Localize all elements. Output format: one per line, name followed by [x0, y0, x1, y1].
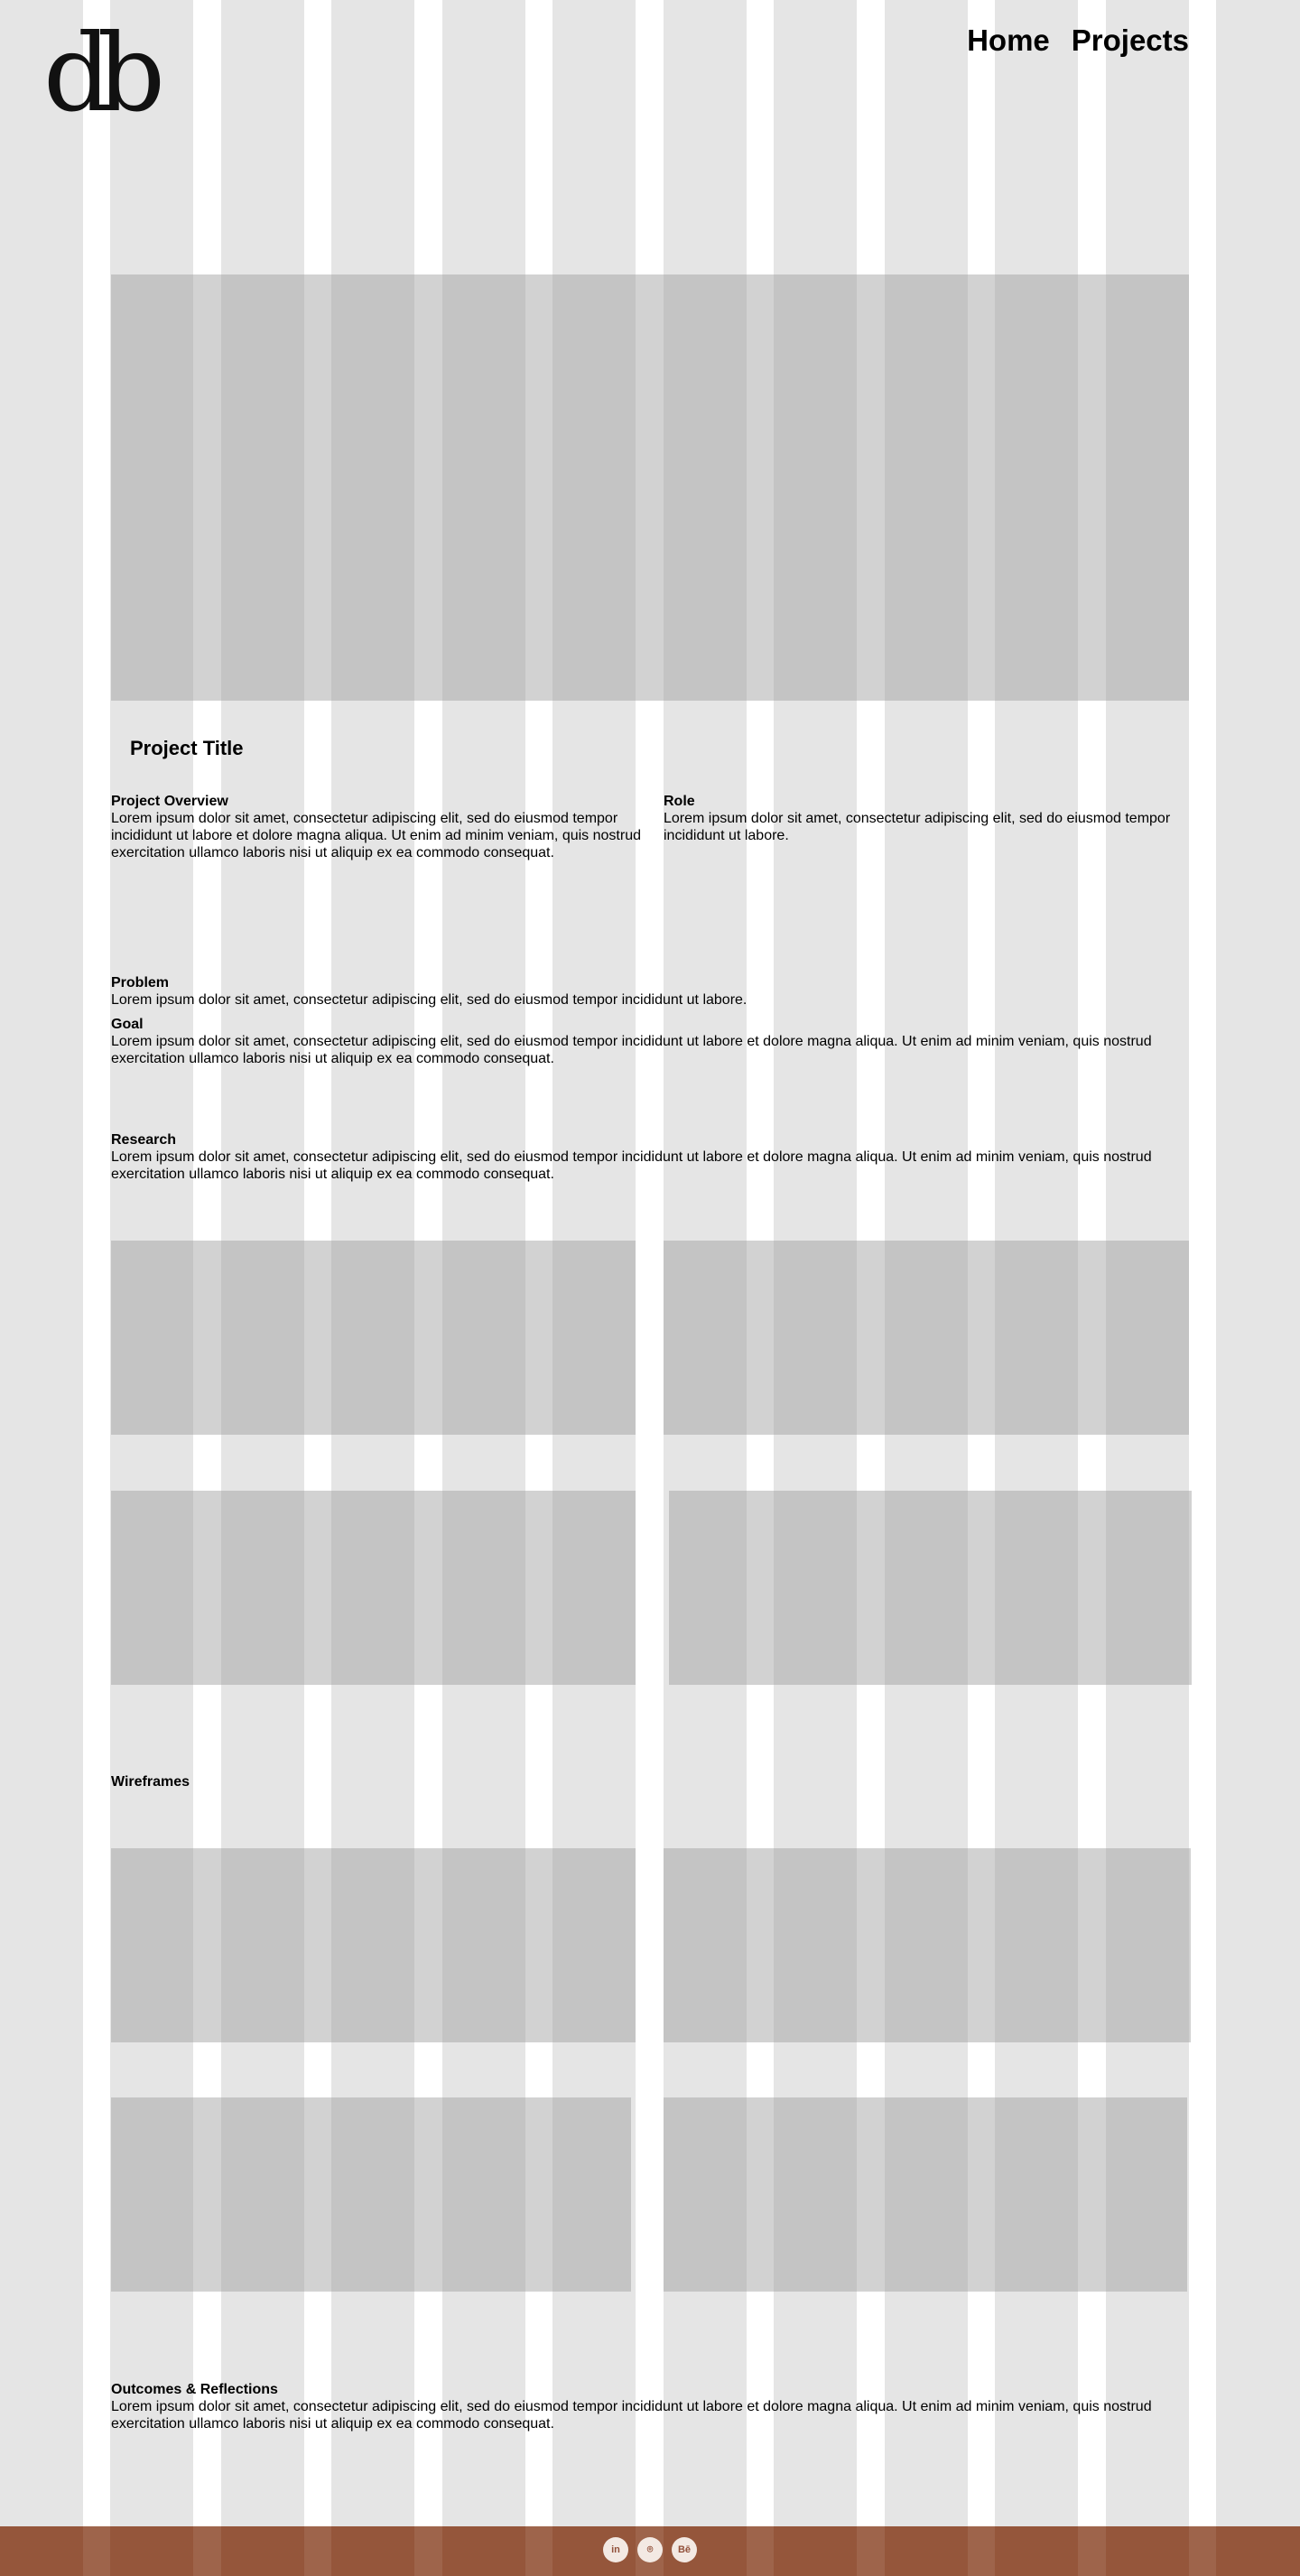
nav-projects-link[interactable]: Projects	[1071, 23, 1189, 57]
problem-body: Lorem ipsum dolor sit amet, consectetur adipiscing elit, sed do eiusmod tempor incididunt ut labore.	[111, 992, 748, 1008]
overview-body: Lorem ipsum dolor sit amet, consectetur adipiscing elit, sed do eiusmod tempor incididunt ut labore et dolore magna aliqua. Ut enim ad minim veniam, quis nostrud exercitation ullamco laboris nisi ut aliquip ex ea commodo consequat.	[111, 811, 641, 860]
linkedin-icon[interactable]: in	[603, 2537, 628, 2562]
wireframe-image-4	[664, 2097, 1187, 2292]
social-links	[0, 2537, 1300, 2562]
wireframes-heading: Wireframes	[111, 1774, 190, 1790]
project-title: Project Title	[130, 737, 244, 759]
goal-body: Lorem ipsum dolor sit amet, consectetur adipiscing elit, sed do eiusmod tempor incididunt ut labore et dolore magna aliqua. Ut enim ad minim veniam, quis nostrud exercitation ullamco laboris nisi ut aliquip ex ea commodo consequat.	[111, 1034, 1152, 1066]
overview-section	[111, 793, 644, 861]
role-heading: Role	[664, 794, 695, 809]
outcomes-body: Lorem ipsum dolor sit amet, consectetur adipiscing elit, sed do eiusmod tempor incididunt ut labore et dolore magna aliqua. Ut enim ad minim veniam, quis nostrud exercitation ullamco laboris nisi ut aliquip ex ea commodo consequat.	[111, 2399, 1152, 2432]
site-footer	[0, 2526, 1300, 2576]
research-image-3	[111, 1491, 636, 1685]
behance-icon[interactable]: Bē	[672, 2537, 697, 2562]
wireframes-section	[111, 1773, 472, 1790]
logo[interactable]: db	[43, 11, 152, 135]
overview-heading: Project Overview	[111, 794, 228, 809]
nav-home-link[interactable]: Home	[967, 23, 1050, 57]
outcomes-section	[111, 2381, 1194, 2432]
research-image-2	[664, 1241, 1189, 1435]
wireframe-image-1	[111, 1848, 636, 2042]
research-section	[111, 1131, 1194, 1183]
role-section	[664, 793, 1214, 844]
wireframe-image-2	[664, 1848, 1191, 2042]
main-nav	[967, 23, 1189, 58]
wireframe-image-3	[111, 2097, 631, 2292]
problem-section	[111, 974, 1194, 1009]
outcomes-heading: Outcomes & Reflections	[111, 2382, 278, 2397]
research-body: Lorem ipsum dolor sit amet, consectetur adipiscing elit, sed do eiusmod tempor incididunt ut labore et dolore magna aliqua. Ut enim ad minim veniam, quis nostrud exercitation ullamco laboris nisi ut aliquip ex ea commodo consequat.	[111, 1149, 1152, 1182]
hero-image	[111, 274, 1189, 701]
research-image-1	[111, 1241, 636, 1435]
problem-heading: Problem	[111, 975, 170, 990]
role-body: Lorem ipsum dolor sit amet, consectetur adipiscing elit, sed do eiusmod tempor incididunt ut labore.	[664, 811, 1171, 843]
research-heading: Research	[111, 1132, 177, 1148]
github-icon[interactable]: ⌾	[637, 2537, 663, 2562]
goal-section	[111, 1016, 1194, 1067]
goal-heading: Goal	[111, 1017, 144, 1032]
research-image-4	[669, 1491, 1192, 1685]
